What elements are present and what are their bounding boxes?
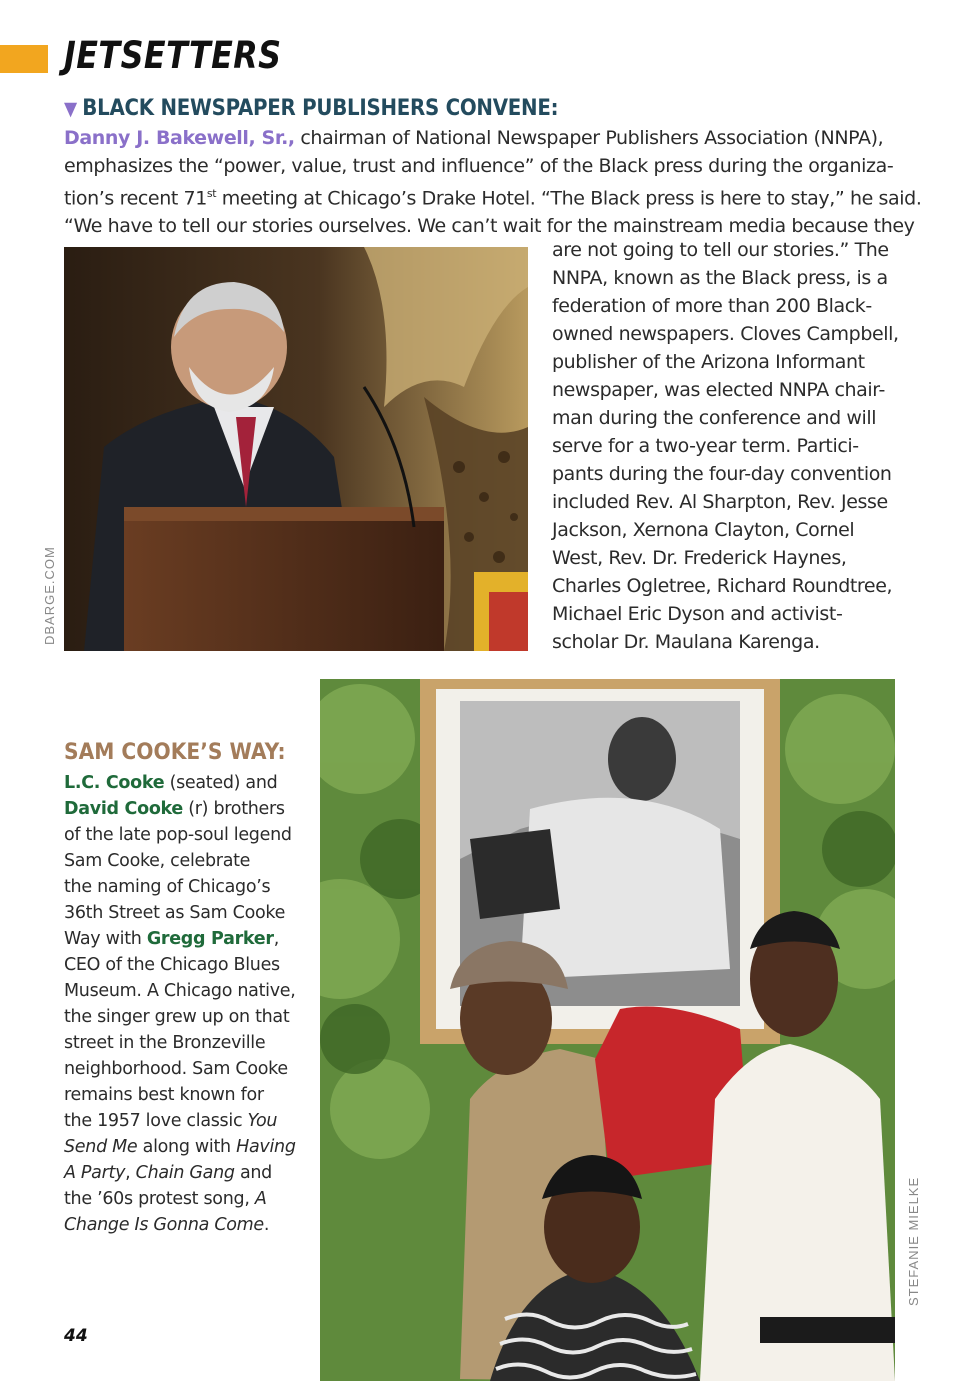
photo-credit: STEFANIE MIELKE — [906, 1176, 921, 1306]
story1-headline-text: BLACK NEWSPAPER PUBLISHERS CONVENE: — [82, 96, 559, 121]
story2-text: Sam Cooke, celebrate — [64, 851, 251, 871]
story1-lede — [64, 124, 922, 240]
story2-text: street in the Bronzeville — [64, 1033, 266, 1053]
side-line: serve for a two-year term. Partici- — [552, 435, 859, 457]
side-line: publisher of the Arizona Informant — [552, 351, 865, 373]
story2-line — [64, 1056, 314, 1082]
lede-line: emphasizes the “power, value, trust and influence” of the Black press during the organiza- — [64, 155, 894, 177]
lede-line: “We have to tell our stories ourselves. We can’t wait for the mainstream media because they — [64, 215, 915, 238]
song-title: A Party — [64, 1163, 126, 1183]
person-name: Danny J. Bakewell, Sr., — [64, 127, 295, 149]
story2-line — [64, 952, 314, 978]
lede-text: chairman of National Newspaper Publishers Association (NNPA), — [294, 127, 884, 149]
song-title: A — [254, 1189, 267, 1209]
section-accent-bar — [0, 45, 48, 73]
photo-credit: DBARGE.COM — [42, 546, 57, 645]
lede-line — [64, 180, 922, 212]
song-title: Chain Gang — [135, 1163, 235, 1183]
photo-illustration — [320, 679, 895, 1381]
story2-line — [64, 1160, 314, 1186]
side-line: Michael Eric Dyson and activist- — [552, 603, 843, 625]
person-name: Gregg Parker — [146, 929, 274, 949]
section-title: JETSETTERS — [64, 34, 282, 77]
lede-line — [64, 124, 914, 152]
lede-text: meeting at Chicago’s Drake Hotel. “The Black press is here to stay,” he said. — [216, 187, 922, 210]
story2-text: , — [125, 1163, 136, 1183]
cooke-brothers-photo — [320, 679, 895, 1381]
side-line: pants during the four-day convention — [552, 463, 892, 485]
story2-line — [64, 1108, 314, 1134]
superscript: st — [206, 187, 217, 200]
story2-text: the naming of Chicago’s — [64, 877, 271, 897]
story1-side-column — [552, 236, 922, 656]
story2-line — [64, 822, 314, 848]
story2-text: the singer grew up on that — [64, 1007, 290, 1027]
story2-text: the 1957 love classic — [64, 1111, 248, 1131]
story2-text: Way with — [64, 929, 147, 949]
page-number: 44 — [64, 1326, 88, 1346]
side-line: federation of more than 200 Black- — [552, 295, 872, 317]
side-line: owned newspapers. Cloves Campbell, — [552, 323, 899, 345]
story2-line — [64, 1082, 314, 1108]
story2-line — [64, 900, 314, 926]
song-title: You — [247, 1111, 278, 1131]
story2-headline: SAM COOKE’S WAY: — [64, 740, 286, 765]
speaker-at-podium-photo — [64, 247, 528, 651]
story2-text: the ’60s protest song, — [64, 1189, 255, 1209]
song-title: Having — [236, 1137, 296, 1157]
story2-body — [64, 770, 314, 1238]
side-line: West, Rev. Dr. Frederick Haynes, — [552, 547, 847, 569]
story2-line — [64, 1030, 314, 1056]
story2-text: Museum. A Chicago native, — [64, 981, 296, 1001]
story2-text: and — [234, 1163, 272, 1183]
story2-line — [64, 926, 314, 952]
story2-line — [64, 1212, 314, 1238]
story2-text: . — [263, 1215, 270, 1235]
story2-line — [64, 874, 314, 900]
song-title: Send Me — [64, 1137, 138, 1157]
story2-text: remains best known for — [64, 1085, 264, 1105]
lede-text: tion’s recent 71 — [64, 187, 207, 210]
side-line: man during the conference and will — [552, 407, 877, 429]
story2-text: (seated) and — [164, 773, 278, 793]
story2-text: neighborhood. Sam Cooke — [64, 1059, 288, 1079]
story2-text: of the late pop-soul legend — [64, 825, 292, 845]
story2-line — [64, 1004, 314, 1030]
side-line: newspaper, was elected NNPA chair- — [552, 379, 885, 401]
side-line: NNPA, known as the Black press, is a — [552, 267, 888, 289]
down-triangle-icon: ▼ — [64, 98, 77, 120]
story1-headline — [64, 96, 558, 121]
person-name: David Cooke — [64, 799, 183, 819]
photo-illustration — [64, 247, 528, 651]
song-title: Change Is Gonna Come — [64, 1215, 264, 1235]
story2-text: (r) brothers — [183, 799, 285, 819]
story2-line — [64, 848, 314, 874]
story2-text: , — [273, 929, 279, 949]
story2-line — [64, 796, 314, 822]
story2-text: along with — [137, 1137, 237, 1157]
story2-line — [64, 1186, 314, 1212]
side-line: Jackson, Xernona Clayton, Cornel — [552, 519, 855, 541]
side-line: are not going to tell our stories.” The — [552, 239, 889, 261]
story2-line — [64, 770, 314, 796]
side-line: Charles Ogletree, Richard Roundtree, — [552, 575, 893, 597]
story2-text: 36th Street as Sam Cooke — [64, 903, 286, 923]
side-line: included Rev. Al Sharpton, Rev. Jesse — [552, 491, 888, 513]
person-name: L.C. Cooke — [64, 773, 165, 793]
story2-text: CEO of the Chicago Blues — [64, 955, 280, 975]
side-line: scholar Dr. Maulana Karenga. — [552, 631, 820, 653]
story2-line — [64, 1134, 314, 1160]
story2-line — [64, 978, 314, 1004]
